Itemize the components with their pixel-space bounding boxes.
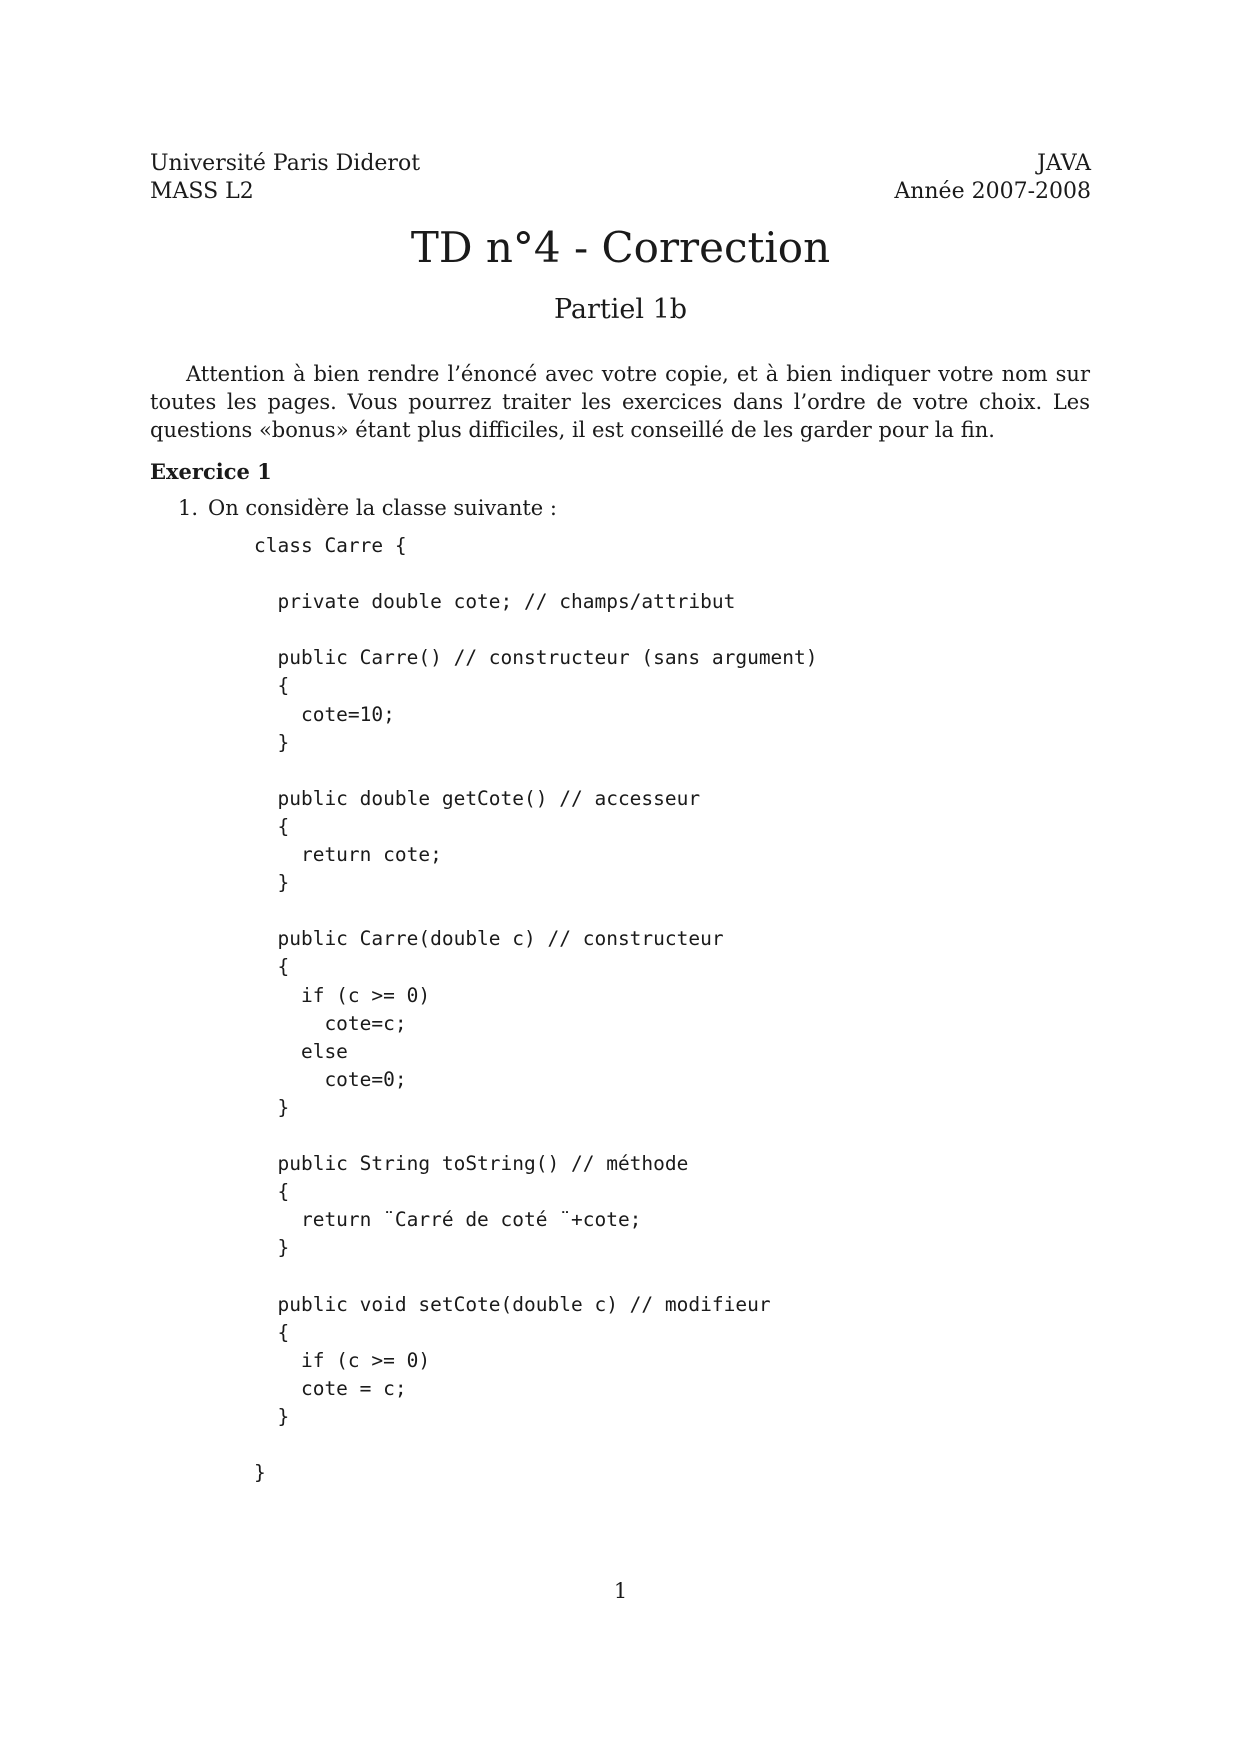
- instructions-paragraph: Attention à bien rendre l’énoncé avec votre copie, et à bien indiquer votre nom sur toutes les pages. Vous pourrez traiter les exercices dans l’ordre de votre choix. Les questions «bonus» étant plus difficiles, il est conseillé de les garder pour la fin.: [150, 362, 1090, 442]
- code-line: [254, 616, 818, 644]
- academic-year: Année 2007-2008: [894, 179, 1091, 204]
- university-name: Université Paris Diderot: [150, 151, 421, 176]
- code-line: if (c >= 0): [254, 1348, 431, 1372]
- code-line: public String toString() // méthode: [254, 1152, 689, 1176]
- code-listing: [254, 532, 818, 1487]
- code-line: else: [254, 1039, 348, 1063]
- code-line: {: [254, 814, 290, 838]
- code-line: return ¨Carré de coté ¨+cote;: [254, 1208, 642, 1232]
- code-line: {: [254, 955, 290, 979]
- code-line: public double getCote() // accesseur: [254, 786, 701, 810]
- code-line: }: [254, 1461, 266, 1485]
- code-line: cote=0;: [254, 1067, 407, 1091]
- code-line: }: [254, 1404, 290, 1428]
- course-level: MASS L2: [150, 179, 254, 204]
- course-subject: JAVA: [1037, 151, 1091, 176]
- document-subtitle: Partiel 1b: [553, 294, 688, 325]
- question-text: On considère la classe suivante :: [208, 496, 557, 520]
- code-line: public void setCote(double c) // modifieur: [254, 1292, 771, 1316]
- question-item: [178, 494, 557, 522]
- code-line: }: [254, 871, 290, 895]
- code-line: {: [254, 674, 290, 698]
- code-line: [254, 897, 818, 925]
- code-line: [254, 560, 818, 588]
- code-line: cote=c;: [254, 1011, 407, 1035]
- code-line: }: [254, 730, 290, 754]
- code-line: }: [254, 1095, 290, 1119]
- code-line: public Carre() // constructeur (sans argument): [254, 646, 818, 670]
- code-line: {: [254, 1320, 290, 1344]
- code-line: cote=10;: [254, 702, 395, 726]
- code-line: public Carre(double c) // constructeur: [254, 927, 724, 951]
- question-number: 1.: [178, 496, 199, 520]
- page-number: 1: [613, 1579, 628, 1603]
- code-line: {: [254, 1180, 290, 1204]
- document-title: TD n°4 - Correction: [410, 223, 831, 272]
- header-left: [150, 150, 420, 206]
- code-line: cote = c;: [254, 1376, 407, 1400]
- code-line: class Carre {: [254, 534, 407, 557]
- code-line: return cote;: [254, 843, 442, 867]
- header-right: [894, 150, 1091, 206]
- code-line: [254, 757, 818, 785]
- exercise-title: Exercice 1: [150, 459, 272, 484]
- code-line: [254, 1122, 818, 1150]
- code-line: [254, 1262, 818, 1290]
- code-line: private double cote; // champs/attribut: [254, 590, 736, 614]
- code-line: [254, 1431, 818, 1459]
- code-line: }: [254, 1236, 290, 1260]
- code-line: if (c >= 0): [254, 983, 431, 1007]
